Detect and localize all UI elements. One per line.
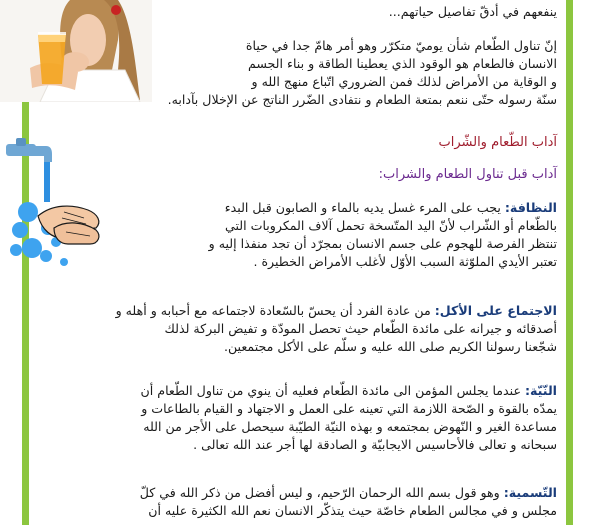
intro-line-5: سنّة رسوله حتّى ننعم بمتعة الطعام و نتفادى الضّرر الناتج عن الإخلال بآدابه. [167, 92, 557, 107]
intention-line-4: سبحانه و تعالى فالأحاسيس الايجابيّة و الصادقة لها أجر عند الله تعالى . [193, 437, 557, 452]
cleanliness-line-1 [225, 199, 557, 217]
right-border-bar [566, 0, 573, 525]
basmala-line-1 [140, 484, 557, 502]
basmala-text: وهو قول بسم الله الرحمان الرّحيم، و ليس أفضل من ذكر الله في كلّ [139, 485, 504, 500]
cleanliness-text: يجب على المرء غسل يديه بالماء و الصابون قبل البدء [224, 200, 505, 215]
intro-line-2: إنّ تناول الطّعام شأن يوميّ متكرّر وهو أمر هامّ جدا في حياة [245, 38, 557, 53]
basmala-line-2: مجلس و في مجالس الطعام خاصّة حيث يتذكّر الانسان نعم الله الكثيرة عليه أن [148, 503, 557, 518]
cleanliness-line-3: تنتظر الفرصة للهجوم على جسم الانسان بمجرّد أن تجد منفذا إليه و [208, 236, 557, 251]
gathering-line-2: أصدقائه و جيرانه على مائدة الطّعام حيث تحصل المودّة و تفيض البركة لذلك [164, 321, 557, 336]
intention-line-1 [141, 382, 557, 400]
cleanliness-keyword: النظافة: [504, 200, 557, 215]
cleanliness-line-2: بالطّعام أو الشّراب لأنّ اليد المتّسخة تحمل آلاف المكروبات التي [224, 218, 557, 233]
intro-line-1: ينفعهم في أدقّ تفاصيل حياتهم... [388, 4, 557, 19]
gathering-line-1 [116, 302, 557, 320]
document-content [33, 0, 563, 525]
intro-line-3: الانسان فالطعام هو الوقود الذي يعطينا الطاقة و بناء الجسم [247, 56, 557, 71]
section-heading: آداب الطّعام والشّراب [438, 135, 557, 150]
gathering-keyword: الاجتماع على الأكل: [434, 303, 557, 318]
intention-line-3: مساعدة الغير و النّهوض بمجتمعه و بهذه النيّة الطيّبة سيحصل على الأجر من الله [143, 419, 557, 434]
intention-keyword: النّيّة: [524, 383, 557, 398]
cleanliness-line-4: تعتبر الأيدي الملوّثة السبب الأوّل لأغلب الأمراض الخطيرة . [253, 254, 557, 269]
gathering-text: من عادة الفرد أن يحسّ بالسّعادة لاجتماعه مع أحبابه و أهله و [115, 303, 435, 318]
intention-line-2: يمدّه بالقوة و الصّحة اللازمة التي تعينه على العمل و الاجتهاد و القيام بالطاعات و [141, 401, 557, 416]
intro-line-4: و الوقاية من الأمراض لذلك فمن الضروري اتّباع منهج الله و [251, 74, 557, 89]
gathering-line-3: شجّعنا رسولنا الكريم صلى الله عليه و سلّم على الأكل مجتمعين. [223, 339, 557, 354]
basmala-keyword: التّسمية: [503, 485, 557, 500]
intention-text: عندما يجلس المؤمن الى مائدة الطّعام فعليه أن ينوي من تناول الطّعام أن [140, 383, 525, 398]
subsection-heading: آداب قبل تناول الطعام والشراب: [378, 167, 557, 182]
